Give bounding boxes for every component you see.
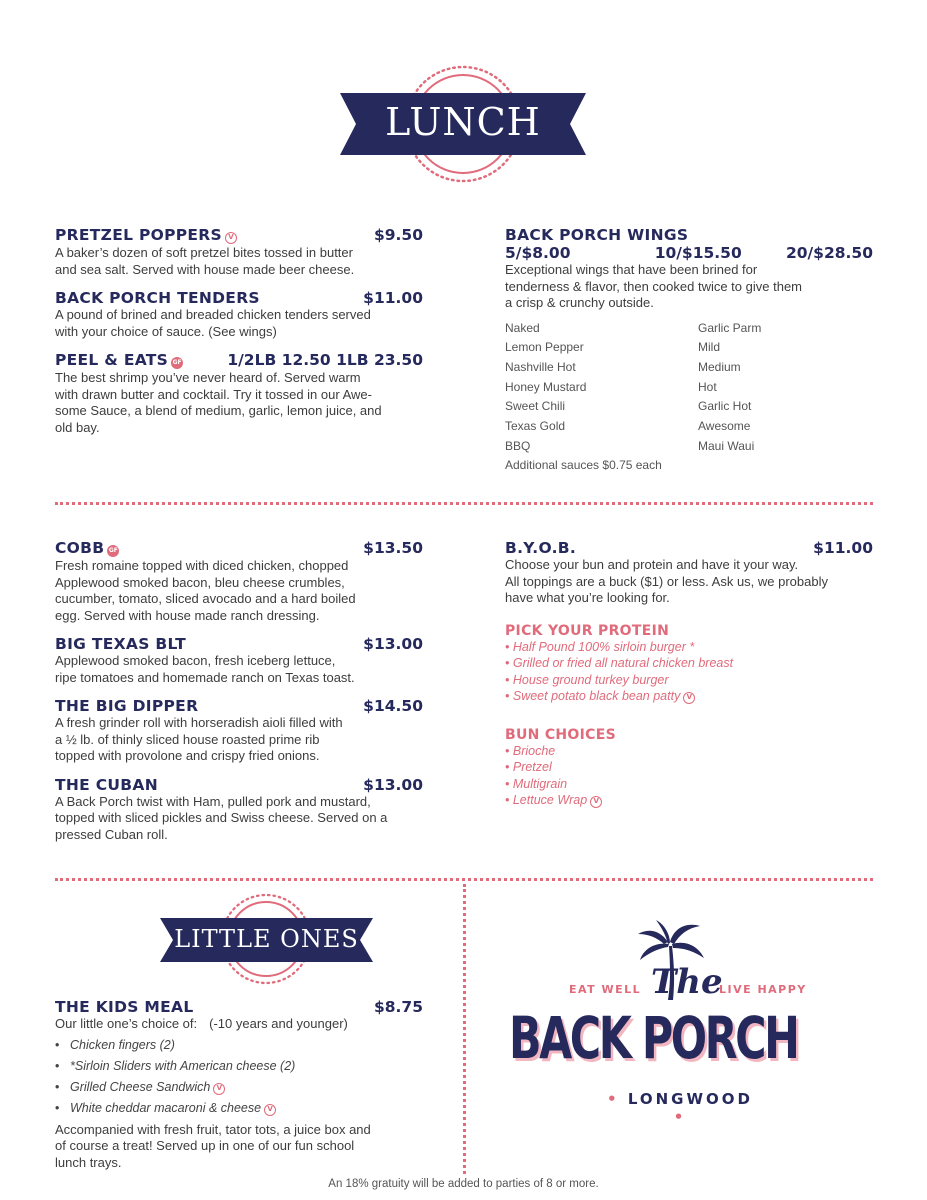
menu-item: [55, 776, 423, 844]
section-divider: [55, 502, 873, 505]
item-price: $14.50: [363, 697, 423, 715]
vegetarian-icon: V: [590, 796, 602, 808]
item-description: Exceptional wings that have been brined for tenderness & flavor, then cooked twice to give them a crisp & crunchy outside.: [505, 262, 803, 310]
list-item: • Grilled Cheese Sandwich V: [55, 1077, 423, 1098]
byob-section: [505, 539, 873, 809]
item-description: The best shrimp you’ve never heard of. Served warm with drawn butter and cocktail. Try it tossed in our Awe- some Sauce, a blend of medium, garlic, lemon juice, and old bay.: [55, 370, 382, 435]
little-ones-title: LITTLE ONES: [174, 925, 359, 953]
list-item: • House ground turkey burger: [505, 672, 873, 689]
the-script-text: The: [651, 962, 723, 1002]
item-name: THE CUBAN: [55, 775, 158, 794]
item-name: COBB: [55, 539, 105, 557]
column-divider: [463, 884, 466, 1174]
longwood-row: • LONGWOOD •: [607, 1090, 753, 1126]
vegetarian-icon: V: [213, 1083, 225, 1095]
list-item: • Pretzel: [505, 759, 873, 776]
vegetarian-icon: V: [264, 1104, 276, 1116]
item-description: Accompanied with fresh fruit, tator tots, a juice box and of course a treat! Served up in one of our fun school lunch trays.: [55, 1121, 371, 1170]
list-item: • *Sirloin Sliders with American cheese (2): [55, 1056, 423, 1077]
lunch-banner: [340, 62, 586, 186]
sauce-column-left: Naked Lemon Pepper Nashville Hot Honey Mustard Sweet Chili Texas Gold BBQ: [505, 320, 587, 453]
lunch-title: LUNCH: [385, 100, 541, 144]
gluten-free-icon: GF: [107, 545, 119, 557]
sauce-list: [505, 319, 873, 457]
menu-item: [55, 351, 423, 436]
item-name: THE KIDS MEAL: [55, 998, 194, 1016]
item-price: $13.00: [363, 635, 423, 653]
item-price: $13.00: [363, 775, 423, 794]
protein-list: [505, 639, 873, 705]
item-price: $11.00: [813, 539, 873, 557]
item-description: Applewood smoked bacon, fresh iceberg lettuce, ripe tomatoes and homemade ranch on Texas toast.: [55, 653, 355, 685]
eat-well-text: EAT WELL: [569, 983, 642, 996]
menu-item: [55, 697, 423, 765]
list-item: • Sweet potato black bean patty V: [505, 688, 873, 705]
item-name: BACK PORCH TENDERS: [55, 289, 260, 307]
list-item: • Grilled or fried all natural chicken breast: [505, 655, 873, 672]
item-price: 1/2LB 12.50 1LB 23.50: [227, 351, 423, 369]
item-description: A pound of brined and breaded chicken tenders served with your choice of sauce. (See wings): [55, 307, 371, 339]
gratuity-note: An 18% gratuity will be added to parties of 8 or more.: [328, 1178, 599, 1190]
longwood-text: LONGWOOD: [627, 1090, 753, 1108]
item-name: BACK PORCH WINGS: [505, 226, 689, 244]
item-description: Fresh romaine topped with diced chicken, chopped Applewood smoked bacon, bleu cheese crumbles, cucumber, tomato, sliced avocado and a hard boiled egg. Served with house made ranch dressing.: [55, 558, 356, 623]
left-top-section: [55, 226, 423, 436]
sauce-column-right: Garlic Parm Mild Medium Hot Garlic Hot Awesome Maui Waui: [698, 320, 762, 453]
live-happy-text: LIVE HAPPY: [719, 983, 807, 996]
bun-list: [505, 743, 873, 809]
item-description: A baker’s dozen of soft pretzel bites tossed in butter and sea salt. Served with house made beer cheese.: [55, 245, 355, 277]
bun-heading: BUN CHOICES: [505, 726, 616, 743]
menu-item: [55, 289, 423, 340]
little-ones-banner: [160, 892, 373, 986]
item-name: THE BIG DIPPER: [55, 697, 199, 715]
back-porch-logo: [505, 920, 850, 1126]
item-price: 5/$8.00: [505, 244, 571, 262]
menu-item: [55, 226, 423, 278]
item-description: A fresh grinder roll with horseradish aioli filled with a ½ lb. of thinly sliced house roasted prime rib topped with provolone and crispy fried onions.: [55, 715, 343, 763]
item-name: BIG TEXAS BLT: [55, 635, 186, 653]
gluten-free-icon: GF: [171, 357, 183, 369]
protein-heading: PICK YOUR PROTEIN: [505, 622, 670, 639]
additional-sauces-note: Additional sauces $0.75 each: [505, 458, 662, 473]
item-price: $9.50: [373, 226, 423, 244]
section-divider: [55, 878, 873, 881]
back-porch-wordmark: BACK PORCH: [509, 1004, 798, 1072]
item-price: $11.00: [363, 289, 423, 307]
list-item: • Multigrain: [505, 776, 873, 793]
list-item: • Half Pound 100% sirloin burger *: [505, 639, 873, 656]
kids-section: [55, 998, 423, 1171]
item-name: B.Y.O.B.: [505, 539, 577, 557]
wings-section: [505, 226, 873, 476]
vegetarian-icon: V: [225, 232, 237, 244]
item-description: Choose your bun and protein and have it your way. All toppings are a buck ($1) or less. Ask us, we probably have what you’re looking for.: [505, 557, 828, 605]
list-item: • Chicken fingers (2): [55, 1035, 423, 1056]
list-item: • White cheddar macaroni & cheese V: [55, 1098, 423, 1119]
list-item: • Lettuce Wrap V: [505, 792, 873, 809]
wings-prices: [505, 244, 873, 262]
item-price: $8.75: [373, 998, 423, 1016]
item-price: 20/$28.50: [785, 244, 873, 262]
item-price: $13.50: [363, 539, 423, 557]
kids-options-list: [55, 1035, 423, 1119]
vegetarian-icon: V: [683, 692, 695, 704]
item-price: 10/$15.50: [654, 244, 742, 262]
menu-item: [55, 539, 423, 624]
left-mid-section: [55, 539, 423, 843]
item-description: A Back Porch twist with Ham, pulled pork and mustard, topped with sliced pickles and Swiss cheese. Served on a pressed Cuban roll.: [55, 793, 388, 842]
kids-subtitle: Our little one’s choice of: (-10 years and younger): [55, 1016, 348, 1031]
list-item: • Brioche: [505, 743, 873, 760]
item-name: PEEL & EATS: [55, 351, 169, 369]
menu-item: [55, 635, 423, 686]
item-name: PRETZEL POPPERS: [55, 226, 223, 244]
